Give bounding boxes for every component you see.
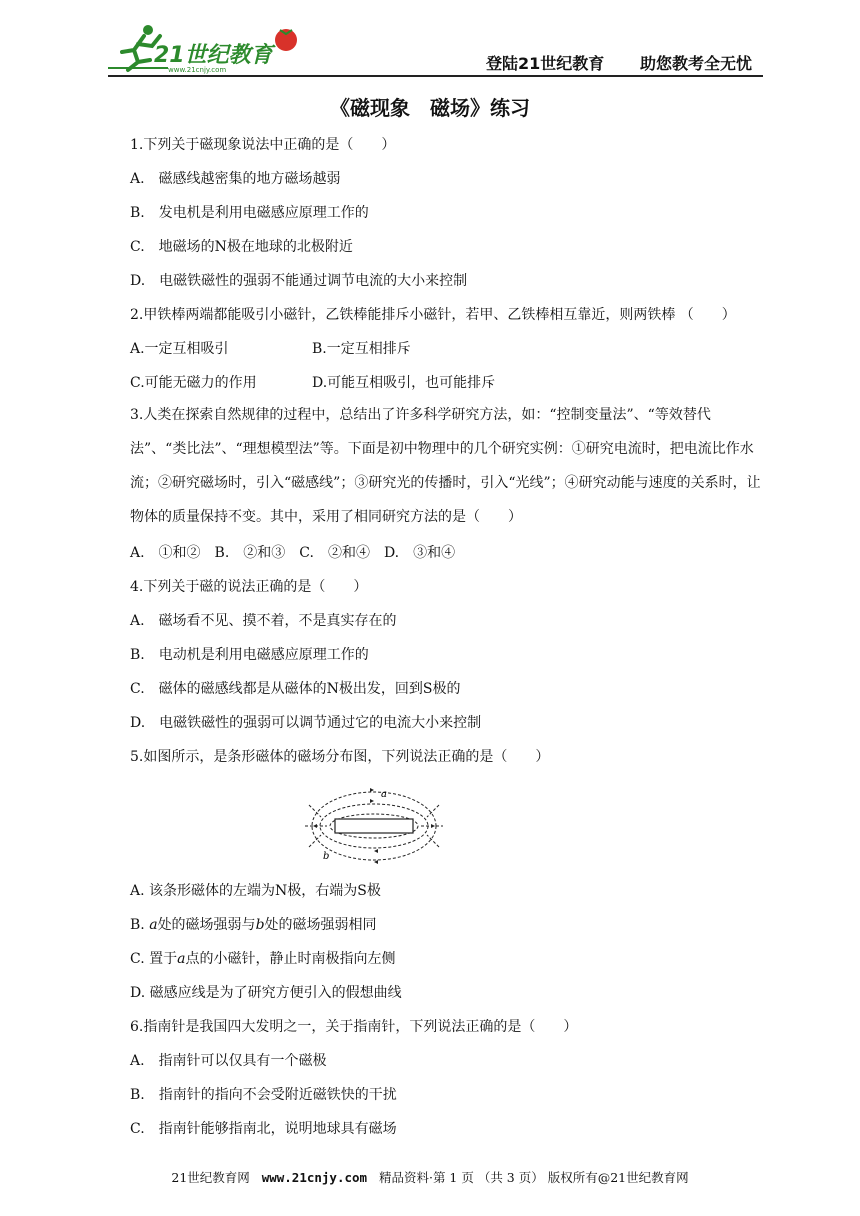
option-b-prefix: B.	[130, 917, 150, 933]
option-c-prefix: C. 置于	[130, 951, 178, 967]
footer-left: 21世纪教育网	[171, 1170, 250, 1185]
page-footer	[0, 1168, 860, 1186]
page-title: 《磁现象 磁场》练习	[330, 96, 530, 120]
option-b-var-a: a	[149, 917, 158, 933]
question-1-option-b: B. 发电机是利用电磁感应原理工作的	[130, 205, 369, 221]
question-4-option-d: D. 电磁铁磁性的强弱可以调节通过它的电流大小来控制	[130, 715, 482, 731]
question-6-option-b: B. 指南针的指向不会受附近磁铁快的干扰	[130, 1087, 397, 1103]
header-slogan-login: 登陆21世纪教育	[486, 54, 605, 73]
figure-label-b: b	[323, 851, 330, 862]
option-c-var-a: a	[177, 951, 186, 967]
option-b-text-1: 处的磁场强弱与	[157, 917, 256, 933]
question-2-option-a: A.一定互相吸引	[130, 341, 229, 357]
question-4-stem: 4.下列关于磁的说法正确的是（ ）	[130, 579, 368, 595]
question-3-stem: 3.人类在探索自然规律的过程中，总结出了许多科学研究方法，如：“控制变量法”、“等效替代法”、“类比法”、“理想模型法”等。下面是初中物理中的几个研究实例：①研究电流时，把电流比作水流；②研究磁场时，引入“磁感线”；③研究光的传播时，引入“光线”；④研究动能与速度的关系时，让物体的质量保持不变。其中，采用了相同研究方法的是（ ）	[130, 407, 761, 525]
question-6-option-c: C. 指南针能够指南北，说明地球具有磁场	[130, 1121, 397, 1137]
question-2-option-b: B.一定互相排斥	[312, 341, 411, 357]
question-1-option-c: C. 地磁场的N极在地球的北极附近	[130, 239, 353, 255]
question-5-option-b	[130, 914, 377, 934]
question-1-stem: 1.下列关于磁现象说法中正确的是（ ）	[130, 137, 396, 153]
header-divider	[108, 75, 763, 77]
question-5-option-a: A. 该条形磁体的左端为N极，右端为S极	[130, 883, 381, 899]
bar-magnet	[335, 819, 413, 833]
question-2-stem: 2.甲铁棒两端都能吸引小磁针，乙铁棒能排斥小磁针，若甲、乙铁棒相互靠近，则两铁棒 （ ）	[130, 307, 736, 323]
question-2-option-c: C.可能无磁力的作用	[130, 375, 257, 391]
question-4-option-a: A. 磁场看不见、摸不着，不是真实存在的	[130, 613, 397, 629]
option-c-text: 点的小磁针，静止时南极指向左侧	[185, 951, 396, 967]
bar-magnet-field-figure	[303, 785, 445, 867]
question-4-option-b: B. 电动机是利用电磁感应原理工作的	[130, 647, 369, 663]
logo-text: 21世纪教育	[154, 43, 273, 68]
figure-label-a: a	[381, 789, 387, 800]
question-6-option-a: A. 指南针可以仅具有一个磁极	[130, 1053, 327, 1069]
option-b-text-2: 处的磁场强弱相同	[264, 917, 377, 933]
question-5-option-d: D. 磁感应线是为了研究方便引入的假想曲线	[130, 985, 402, 1001]
question-3-options: A. ①和② B. ②和③ C. ②和④ D. ③和④	[130, 545, 456, 561]
logo-url: www.21cnjy.com	[168, 66, 227, 74]
question-4-option-c: C. 磁体的磁感线都是从磁体的N极出发，回到S极的	[130, 681, 461, 697]
question-5-option-c	[130, 948, 395, 968]
footer-site-link[interactable]: www.21cnjy.com	[261, 1170, 368, 1185]
page-header	[108, 22, 763, 78]
site-logo	[108, 22, 308, 74]
footer-right: 精品资料·第 1 页 （共 3 页） 版权所有@21世纪教育网	[378, 1170, 689, 1185]
question-2-option-d: D.可能互相吸引，也可能排斥	[312, 375, 496, 391]
question-1-option-a: A. 磁感线越密集的地方磁场越弱	[130, 171, 341, 187]
header-slogan-tagline: 助您教考全无忧	[640, 54, 753, 73]
option-b-var-b: b	[255, 917, 265, 933]
question-6-stem: 6.指南针是我国四大发明之一，关于指南针，下列说法正确的是（ ）	[130, 1019, 578, 1035]
question-5-stem: 5.如图所示，是条形磁体的磁场分布图，下列说法正确的是（ ）	[130, 749, 550, 765]
question-1-option-d: D. 电磁铁磁性的强弱不能通过调节电流的大小来控制	[130, 273, 468, 289]
